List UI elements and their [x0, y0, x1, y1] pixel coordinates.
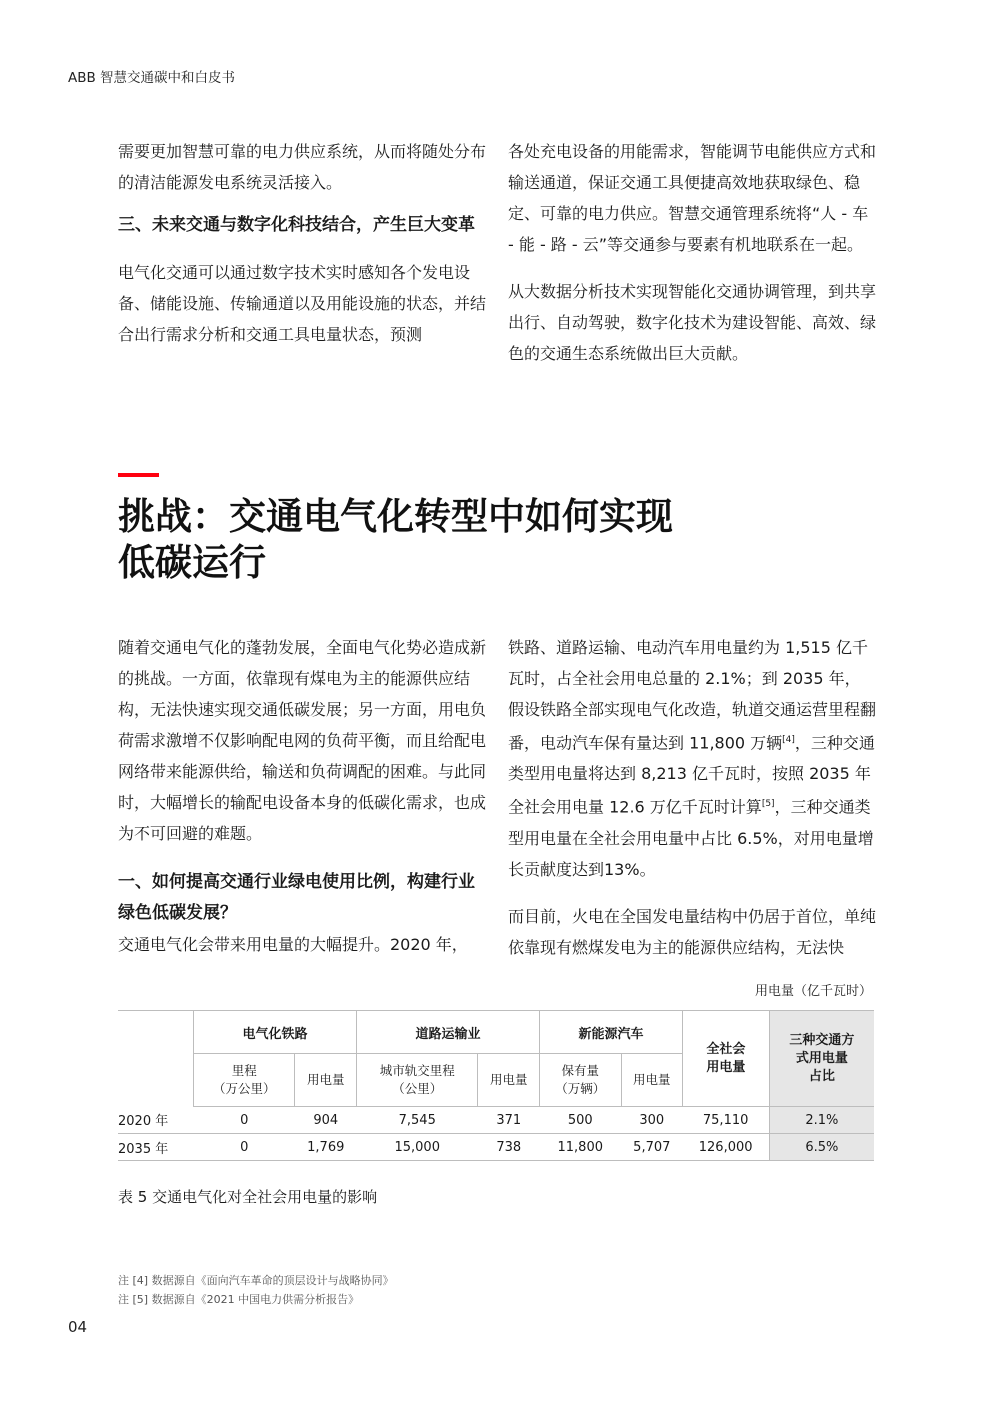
top-right-column	[508, 136, 876, 369]
paragraph: 而目前，火电在全国发电量结构中仍居于首位，单纯依靠现有燃煤发电为主的能源供应结构，无法快	[508, 906, 877, 957]
table-subheader	[540, 1054, 622, 1107]
table-cell: 0	[194, 1134, 295, 1161]
footnote-ref: [4]	[782, 735, 795, 745]
table-header-text: 用电量	[633, 1072, 671, 1087]
text-run: ，三种交通类型用电量在全社会用电量中占比 6.5%，对用电量增长贡献度达到13%。	[508, 797, 874, 879]
paragraph: 电气化交通可以通过数字技术实时感知各个发电设备、储能设施、传输通道以及用能设施的状态，并结合出行需求分析和交通工具电量状态，预测	[118, 263, 487, 344]
table-cell: 11,800	[540, 1134, 622, 1161]
paragraph: 各处充电设备的用能需求，智能调节电能供应方式和输送通道，保证交通工具便捷高效地获取绿色、稳定、可靠的电力供应。智慧交通管理系统将“人 - 车 - 能 - 路 - 云”等交通参与要素有机地联系在一起。	[508, 142, 877, 254]
header-title: ABB 智慧交通碳中和白皮书	[68, 70, 236, 86]
table-subheader	[295, 1054, 357, 1107]
paragraph	[508, 632, 876, 885]
text-run: ，三种交通类型用电量将达到 8,213 亿千瓦时，按照 2035 年全社会用电量 12.6 万亿千瓦时计算	[508, 733, 875, 817]
table-cell-highlight: 2.1%	[769, 1107, 874, 1134]
table-unit-label: 用电量（亿千瓦时）	[754, 984, 872, 999]
top-left-column	[118, 136, 486, 350]
table-header-text: 城市轨交里程 （公里）	[379, 1063, 455, 1096]
table-subheader	[621, 1054, 683, 1107]
section-title-line: 挑战：交通电气化转型中如何实现	[118, 495, 673, 538]
footnote: 注 [5] 数据源自《2021 中国电力供需分析报告》	[118, 1293, 360, 1306]
paragraph: 随着交通电气化的蓬勃发展，全面电气化势必造成新的挑战。一方面，依靠现有煤电为主的能源供应结构，无法快速实现交通低碳发展；另一方面，用电负荷需求激增不仅影响配电网的负荷平衡，而且给配电网络带来能源供给，输送和负荷调配的困难。与此同时，大幅增长的输配电设备本身的低碳化需求，也成为不可回避的难题。	[118, 638, 487, 843]
table-subheader	[478, 1054, 540, 1107]
table-cell: 5,707	[621, 1134, 683, 1161]
table-subheader	[357, 1054, 478, 1107]
table-cell: 738	[478, 1134, 540, 1161]
table-header-text: 全社会 用电量	[706, 1041, 746, 1075]
table-cell: 75,110	[683, 1107, 770, 1134]
table-cell: 500	[540, 1107, 622, 1134]
table-header-text: 用电量	[489, 1072, 528, 1087]
table-cell: 300	[621, 1107, 683, 1134]
footnote-ref: [5]	[761, 799, 775, 810]
table-cell: 0	[194, 1107, 295, 1134]
paragraph: 交通电气化会带来用电量的大幅提升。2020 年，	[118, 935, 468, 954]
table-cell: 126,000	[683, 1134, 770, 1161]
table-row	[118, 1107, 874, 1134]
data-table	[118, 1010, 874, 1161]
table-header-text: 保有量 （万辆）	[555, 1063, 606, 1096]
page-number: 04	[68, 1318, 88, 1336]
table-row-year: 2035 年	[118, 1134, 194, 1161]
table-group-header: 新能源汽车	[540, 1011, 683, 1054]
table-subheader	[194, 1054, 295, 1107]
table-group-header: 电气化铁路	[194, 1011, 357, 1054]
footnote: 注 [4] 数据源自《面向汽车革命的顶层设计与战略协同》	[118, 1274, 394, 1287]
section-right-column	[508, 632, 876, 963]
section-title-line: 低碳运行	[118, 541, 266, 584]
paragraph: 需要更加智慧可靠的电力供应系统，从而将随处分布的清洁能源发电系统灵活接入。	[118, 142, 487, 192]
table-share-header	[769, 1011, 874, 1107]
table-row-year: 2020 年	[118, 1107, 194, 1134]
table-header-text: 三种交通方 式用电量 占比	[789, 1032, 855, 1084]
sub-heading: 一、如何提高交通行业绿电使用比例，构建行业绿色低碳发展？	[118, 872, 475, 923]
table-header-text: 用电量	[306, 1072, 345, 1087]
table-cell: 15,000	[357, 1134, 478, 1161]
table-total-header	[683, 1011, 770, 1107]
text-run: 铁路、道路运输、电动汽车用电量约为 1,515 亿千瓦时，占全社会用电总量的 2.1%；到 2035 年，假设铁路全部实现电气化改造，轨道交通运营里程翻番，电动汽车保有量达到 11,800 万辆	[508, 638, 877, 753]
table-cell: 371	[478, 1107, 540, 1134]
table-header-text: 里程 （万公里）	[212, 1063, 276, 1096]
table-cell: 904	[295, 1107, 357, 1134]
paragraph: 从大数据分析技术实现智能化交通协调管理，到共享出行、自动驾驶，数字化技术为建设智能、高效、绿色的交通生态系统做出巨大贡献。	[508, 282, 877, 363]
table-group-header: 道路运输业	[357, 1011, 540, 1054]
table-caption: 表 5 交通电气化对全社会用电量的影响	[118, 1188, 378, 1206]
table-corner	[118, 1011, 194, 1107]
table-cell: 7,545	[357, 1107, 478, 1134]
table-row	[118, 1134, 874, 1161]
table-cell-highlight: 6.5%	[769, 1134, 874, 1161]
section-title	[118, 494, 818, 586]
sub-heading: 三、未来交通与数字化科技结合，产生巨大变革	[118, 215, 475, 235]
section-left-column	[118, 632, 486, 960]
table-cell: 1,769	[295, 1134, 357, 1161]
accent-bar	[118, 473, 159, 477]
